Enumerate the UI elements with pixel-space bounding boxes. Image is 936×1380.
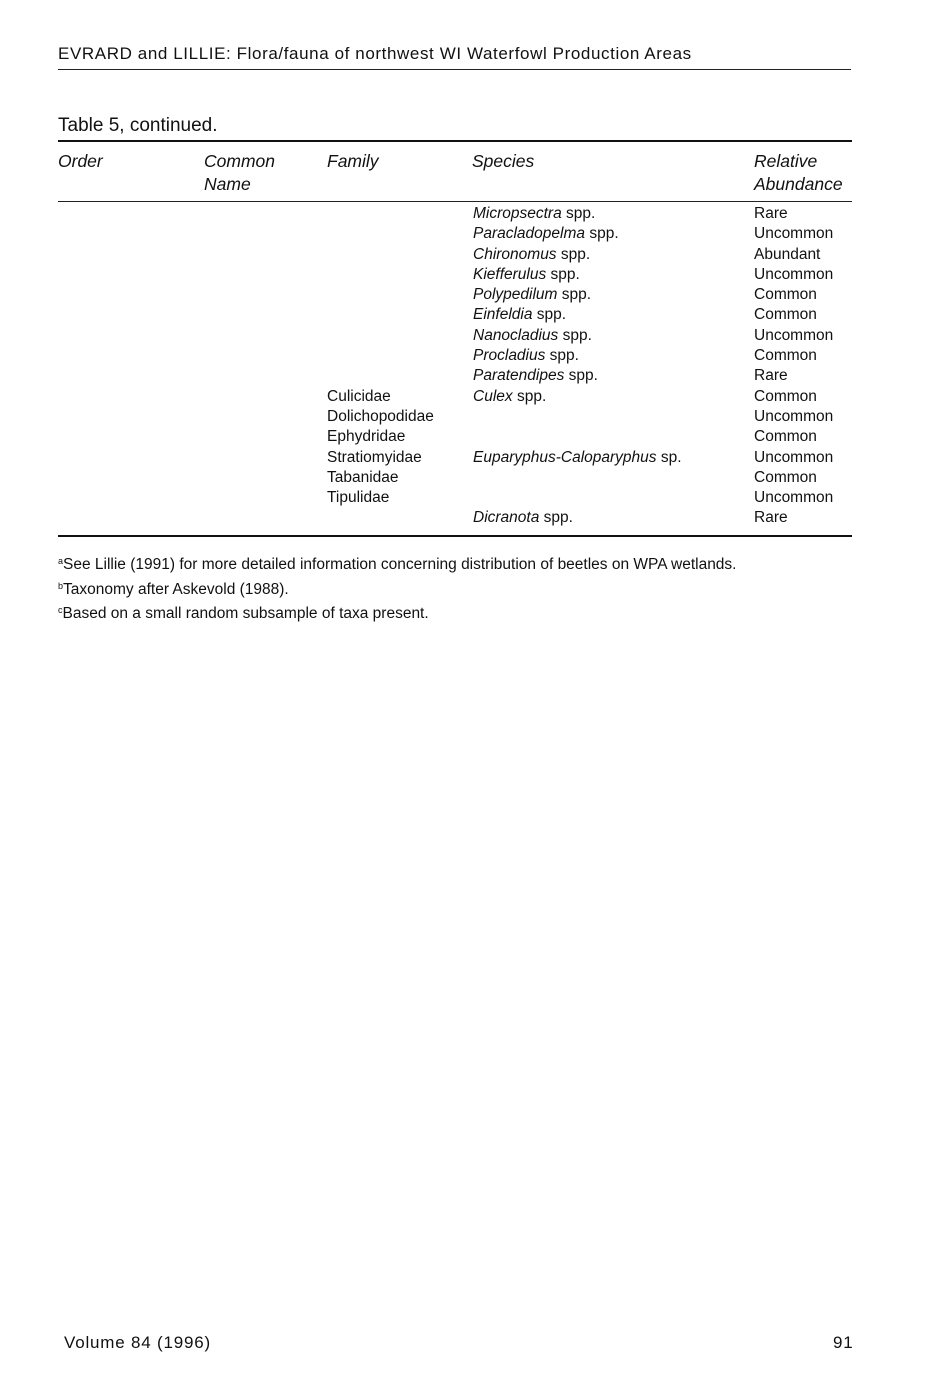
footnote (58, 600, 737, 625)
header-family: Family (327, 151, 379, 171)
footnotes (58, 551, 737, 625)
species-cell (473, 449, 682, 467)
table-row (0, 205, 936, 225)
species-genus: Paratendipes (473, 367, 565, 385)
species-genus: Euparyphus-Caloparyphus (473, 448, 657, 466)
species-genus: Einfeldia (473, 306, 533, 324)
species-genus: Micropsectra (473, 205, 562, 222)
abundance-cell: Common (754, 286, 817, 304)
footnote-mark: b (58, 580, 64, 591)
page-number: 91 (833, 1333, 854, 1352)
table-row (0, 327, 936, 347)
species-suffix: spp. (546, 265, 580, 283)
species-genus: Chironomus (473, 245, 557, 263)
species-genus: Nanocladius (473, 326, 559, 344)
footnote-text: See Lillie (1991) for more detailed information concerning distribution of beetles on WPA wetlands. (63, 556, 737, 573)
species-genus: Procladius (473, 347, 546, 365)
species-cell (473, 286, 591, 304)
abundance-cell: Rare (754, 205, 788, 222)
species-cell (473, 306, 566, 324)
table-row (0, 469, 936, 489)
table-row (0, 449, 936, 469)
table-row (0, 266, 936, 286)
footnote-mark: a (58, 556, 64, 566)
abundance-cell: Common (754, 387, 817, 405)
header-common-name-line2: Name (204, 174, 251, 194)
table-row (0, 509, 936, 529)
abundance-cell: Uncommon (754, 326, 834, 344)
table-row (0, 489, 936, 509)
abundance-cell: Common (754, 347, 817, 365)
header-common-name (204, 150, 275, 196)
species-genus: Paracladopelma (473, 225, 586, 243)
table-row (0, 408, 936, 428)
footer-volume: Volume 84 (1996) (64, 1333, 211, 1352)
species-suffix: spp. (585, 225, 619, 243)
table-caption: Table 5, continued. (58, 115, 218, 136)
species-cell (473, 246, 590, 264)
species-cell (473, 367, 598, 385)
abundance-cell: Common (754, 428, 817, 446)
table-header-rule (58, 201, 852, 202)
header-relative-abundance-line2: Abundance (754, 174, 843, 194)
species-suffix: spp. (564, 367, 598, 385)
footnote-text: Based on a small random subsample of taxa present. (62, 605, 429, 622)
abundance-cell: Common (754, 306, 817, 324)
family-cell: Ephydridae (327, 428, 406, 446)
species-suffix: spp. (545, 347, 579, 365)
footnote-text: Taxonomy after Askevold (1988). (63, 580, 289, 598)
abundance-cell: Abundant (754, 245, 821, 263)
header-relative-abundance (754, 150, 843, 196)
family-cell: Tabanidae (327, 468, 399, 486)
running-head-rule (58, 69, 851, 70)
species-suffix: spp. (539, 509, 573, 527)
table-row (0, 428, 936, 448)
header-order: Order (58, 151, 103, 171)
species-suffix: spp. (512, 387, 547, 405)
species-cell (473, 509, 573, 527)
table-top-rule (58, 140, 852, 142)
species-suffix: spp. (532, 306, 567, 324)
table-row (0, 347, 936, 367)
species-genus: Kiefferulus (473, 265, 547, 283)
species-cell (473, 225, 619, 243)
footnote (58, 551, 737, 576)
running-head: EVRARD and LILLIE: Flora/fauna of northwest WI Waterfowl Production Areas (58, 44, 692, 63)
species-cell (473, 266, 580, 284)
abundance-cell: Uncommon (754, 225, 834, 243)
abundance-cell: Uncommon (754, 407, 834, 425)
abundance-cell: Uncommon (754, 265, 834, 283)
species-suffix: spp. (561, 205, 596, 222)
footnote (58, 576, 737, 601)
species-cell (473, 327, 592, 345)
species-cell (473, 347, 579, 365)
table-bottom-rule (58, 535, 852, 537)
header-common-name-line1: Common (204, 151, 275, 171)
family-cell: Culicidae (327, 387, 391, 405)
table-row (0, 286, 936, 306)
table-row (0, 246, 936, 266)
header-species: Species (472, 151, 535, 171)
table-row (0, 306, 936, 326)
abundance-cell: Rare (754, 367, 788, 385)
species-genus: Polypedilum (473, 286, 558, 304)
species-suffix: spp. (556, 245, 591, 263)
family-cell: Dolichopodidae (327, 407, 434, 425)
abundance-cell: Uncommon (754, 448, 834, 466)
header-relative-abundance-line1: Relative (754, 151, 818, 171)
abundance-cell: Common (754, 468, 817, 486)
family-cell: Stratiomyidae (327, 448, 422, 466)
species-genus: Dicranota (473, 509, 540, 527)
table-row (0, 388, 936, 408)
species-suffix: sp. (656, 448, 682, 466)
species-cell (473, 205, 595, 223)
abundance-cell: Uncommon (754, 489, 834, 507)
species-suffix: spp. (558, 326, 592, 344)
species-cell (473, 388, 546, 406)
abundance-cell: Rare (754, 509, 788, 527)
family-cell: Tipulidae (327, 489, 390, 507)
table-body (0, 205, 936, 530)
species-genus: Culex (473, 387, 513, 405)
table-row (0, 225, 936, 245)
table-row (0, 367, 936, 387)
species-suffix: spp. (557, 286, 592, 304)
footnote-mark: c (58, 605, 63, 615)
